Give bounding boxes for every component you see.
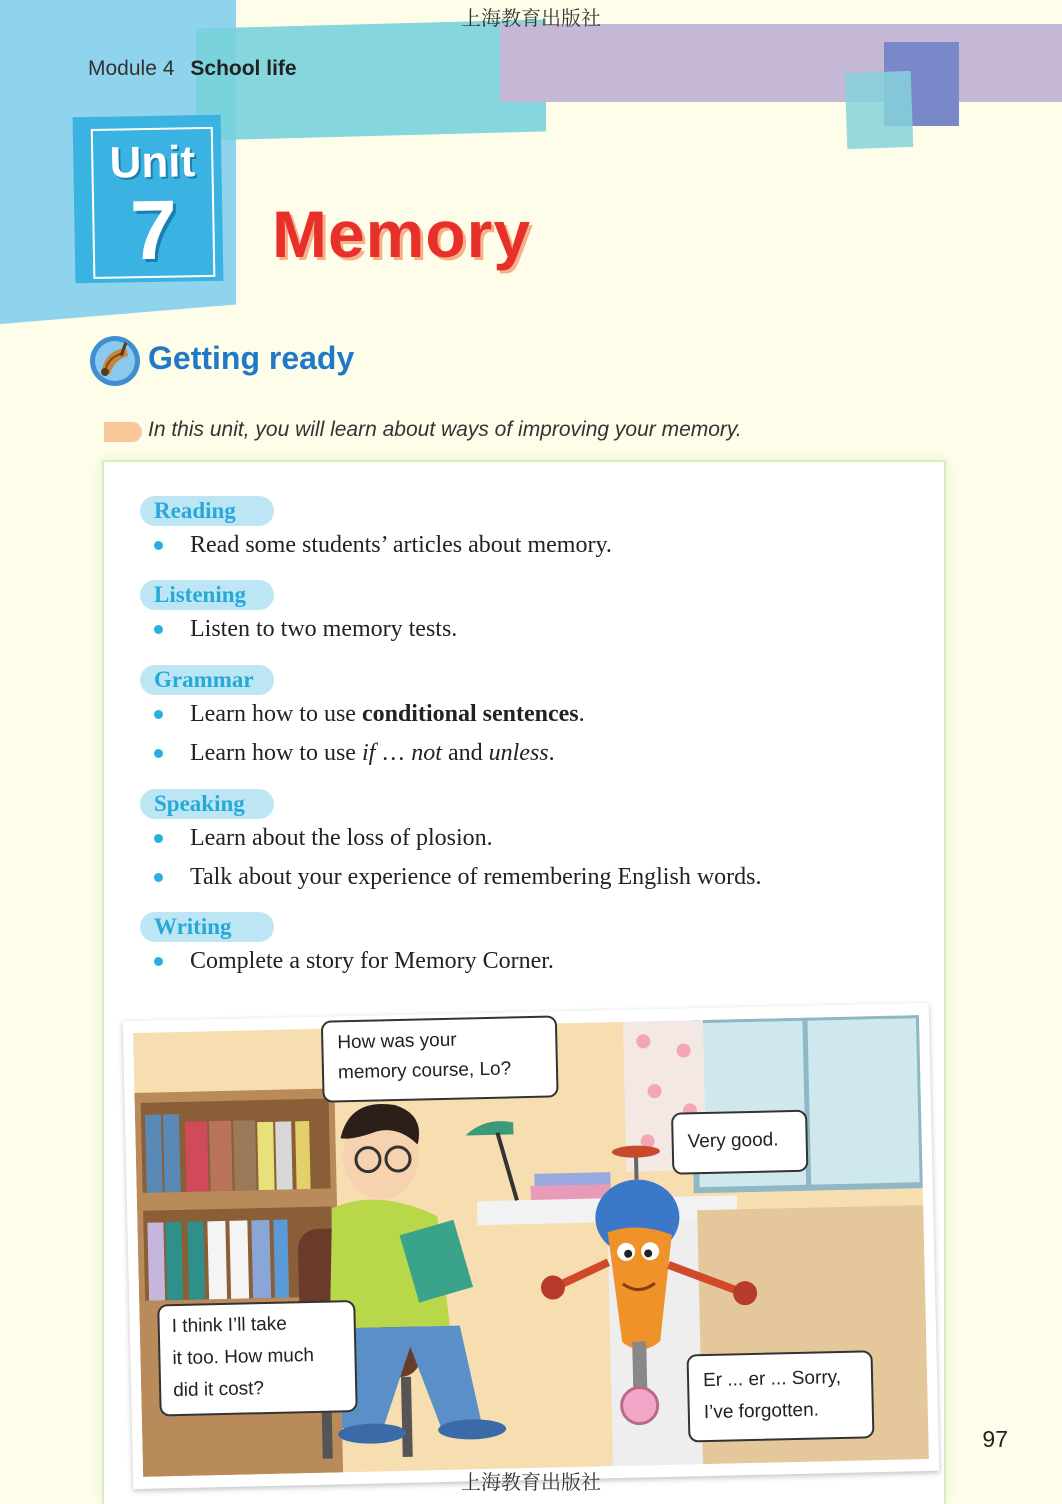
gramophone-icon: [88, 334, 142, 388]
bullet-icon: [154, 541, 163, 550]
header-teal-square: [845, 71, 914, 149]
header-purple-band: [500, 24, 1062, 102]
publisher-header: 上海教育出版社: [461, 6, 601, 30]
bullet-icon: [154, 834, 163, 843]
list-item: [140, 610, 457, 649]
publisher-footer: 上海教育出版社: [461, 1470, 601, 1494]
list-item: [140, 858, 761, 897]
bullet-icon: [154, 625, 163, 634]
getting-ready-heading: Getting ready: [148, 340, 355, 376]
section-label-writing: Writing: [140, 912, 274, 942]
section-reading: [140, 496, 612, 565]
speech-bubble-4: [687, 1350, 875, 1442]
bubble-4-line-1: Er ... er ... Sorry,: [702, 1367, 842, 1392]
intro-text: In this unit, you will learn about ways of improving your memory.: [148, 418, 742, 441]
item-text-italic: if: [361, 740, 376, 766]
unit-number: 7: [129, 182, 178, 278]
unit-badge: [73, 115, 224, 284]
speech-bubble-1: [321, 1015, 559, 1102]
item-text-pre: Learn how to use: [190, 701, 362, 727]
item-text: Complete a story for Memory Corner.: [190, 948, 554, 974]
list-item: [140, 942, 554, 981]
bullet-icon: [154, 710, 163, 719]
item-text-mid: …: [375, 740, 412, 766]
page-number: 97: [982, 1426, 1008, 1452]
bubble-2-line-1: Very good.: [687, 1129, 779, 1153]
item-text: Learn about the loss of plosion.: [190, 825, 493, 851]
item-text-italic: unless: [488, 740, 549, 766]
bubble-4-line-2: I’ve forgotten.: [703, 1399, 820, 1424]
cartoon-illustration: [123, 1003, 939, 1489]
section-label-speaking: Speaking: [140, 789, 274, 819]
section-grammar: [140, 665, 585, 773]
item-text-mid: and: [441, 740, 489, 766]
item-text-pre: Learn how to use: [190, 740, 362, 766]
speech-bubble-2: [671, 1110, 808, 1175]
bullet-icon: [154, 873, 163, 882]
bubble-1-line-1: How was your: [337, 1029, 457, 1054]
list-item: [140, 695, 585, 734]
item-text-post: .: [548, 740, 555, 766]
section-label-listening: Listening: [140, 580, 274, 610]
unit-badge-frame: [91, 127, 216, 279]
bullet-icon: [154, 957, 163, 966]
speech-bubble-3: [157, 1300, 357, 1416]
item-text-bold: conditional sentences: [361, 701, 579, 727]
intro-tab-marker: [104, 422, 142, 442]
section-writing: [140, 912, 554, 981]
list-item: [140, 819, 761, 858]
section-label-grammar: Grammar: [140, 665, 274, 695]
item-text: Read some students’ articles about memory.: [190, 532, 612, 558]
bubble-3-line-3: did it cost?: [172, 1378, 265, 1402]
module-name: School life: [190, 57, 297, 80]
module-label: Module 4: [88, 57, 175, 80]
unit-word: Unit: [109, 137, 196, 188]
section-label-reading: Reading: [140, 496, 274, 526]
item-text-post: .: [578, 701, 585, 727]
section-listening: [140, 580, 457, 649]
item-text-italic: not: [411, 740, 442, 766]
bubble-1-line-2: memory course, Lo?: [337, 1058, 512, 1084]
list-item: [140, 734, 585, 773]
item-text: Talk about your experience of remembering English words.: [190, 864, 762, 890]
item-text: Listen to two memory tests.: [190, 616, 458, 642]
list-item: [140, 526, 612, 565]
module-line: [88, 57, 297, 81]
unit-title: Memory: [272, 197, 532, 271]
bubble-3-line-2: it too. How much: [172, 1344, 315, 1370]
section-speaking: [140, 789, 761, 897]
bullet-icon: [154, 749, 163, 758]
bubble-3-line-1: I think I’ll take: [171, 1313, 288, 1338]
